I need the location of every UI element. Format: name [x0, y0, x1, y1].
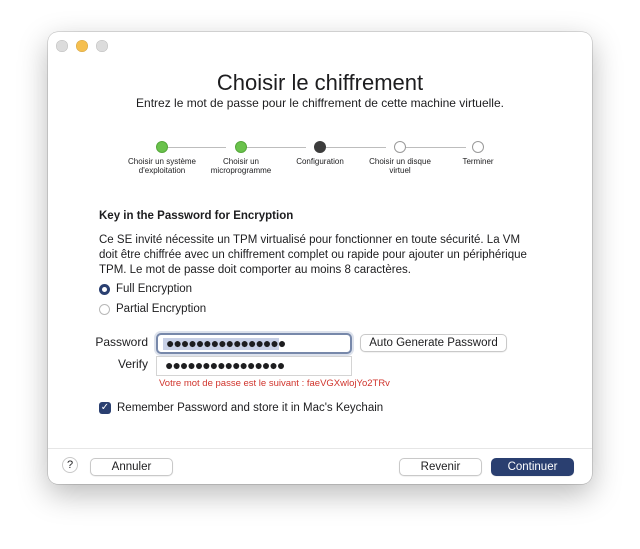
step-1-label: Choisir un système d'exploitation	[127, 157, 197, 175]
section-title: Key in the Password for Encryption	[99, 210, 294, 222]
radio-selected-indicator[interactable]	[99, 284, 110, 295]
password-label: Password	[95, 335, 148, 349]
step-3-indicator	[314, 141, 326, 153]
page-subtitle: Entrez le mot de passe pour le chiffrement de cette machine virtuelle.	[136, 96, 504, 110]
radio-full-encryption-label: Full Encryption	[116, 283, 193, 295]
checkbox-checked-icon[interactable]: ✓	[100, 402, 110, 413]
progress-steps	[118, 141, 518, 201]
radio-partial-encryption-label: Partial Encryption	[116, 303, 207, 315]
verify-password-field[interactable]	[156, 356, 352, 376]
back-button[interactable]: Revenir	[399, 458, 482, 476]
step-connector	[164, 147, 226, 148]
footer-divider	[48, 448, 592, 449]
step-5-label: Terminer	[462, 157, 494, 166]
minimize-window-button[interactable]	[76, 40, 88, 52]
step-connector	[404, 147, 466, 148]
step-connector	[243, 147, 306, 148]
step-4-label: Choisir un disque virtuel	[369, 157, 431, 175]
password-field[interactable]	[156, 333, 352, 354]
cancel-button[interactable]: Annuler	[90, 458, 173, 476]
help-button[interactable]: ?	[62, 457, 78, 473]
zoom-window-button[interactable]	[96, 40, 108, 52]
continue-button[interactable]: Continuer	[491, 458, 574, 476]
step-3-label: Configuration	[296, 157, 344, 166]
page-title: Choisir le chiffrement	[216, 70, 424, 95]
step-5-indicator	[472, 141, 484, 153]
password-value: ●●●●●●●●●●●●●●●●	[166, 335, 286, 351]
close-window-button[interactable]	[56, 40, 68, 52]
radio-partial-encryption[interactable]	[99, 303, 206, 315]
dialog-window	[48, 32, 592, 484]
keychain-checkbox-label: Remember Password and store it in Mac's Keychain	[117, 402, 384, 414]
step-2-indicator	[235, 141, 247, 153]
step-1-indicator	[156, 141, 168, 153]
verify-label: Verify	[117, 357, 148, 371]
verify-password-value: ●●●●●●●●●●●●●●●●	[165, 357, 285, 373]
step-2-label: Choisir un microprogramme	[210, 157, 272, 175]
radio-unselected-indicator[interactable]	[99, 304, 110, 315]
step-connector	[323, 147, 386, 148]
keychain-checkbox-row[interactable]	[99, 402, 383, 414]
password-hint: Votre mot de passe est le suivant : faeVGXwlojYo2TRv	[159, 378, 390, 389]
radio-full-encryption[interactable]	[99, 283, 192, 295]
auto-generate-password-button[interactable]: Auto Generate Password	[360, 334, 507, 352]
step-4-indicator	[394, 141, 406, 153]
encryption-description: Ce SE invité nécessite un TPM virtualisé pour fonctionner en toute sécurité. La VM doit être chiffrée avec un chiffrement complet ou rapide pour ajouter un périphérique TPM. Le mot de passe doit comporter au moins 8 caractères.	[99, 234, 527, 276]
window-controls	[56, 40, 108, 52]
